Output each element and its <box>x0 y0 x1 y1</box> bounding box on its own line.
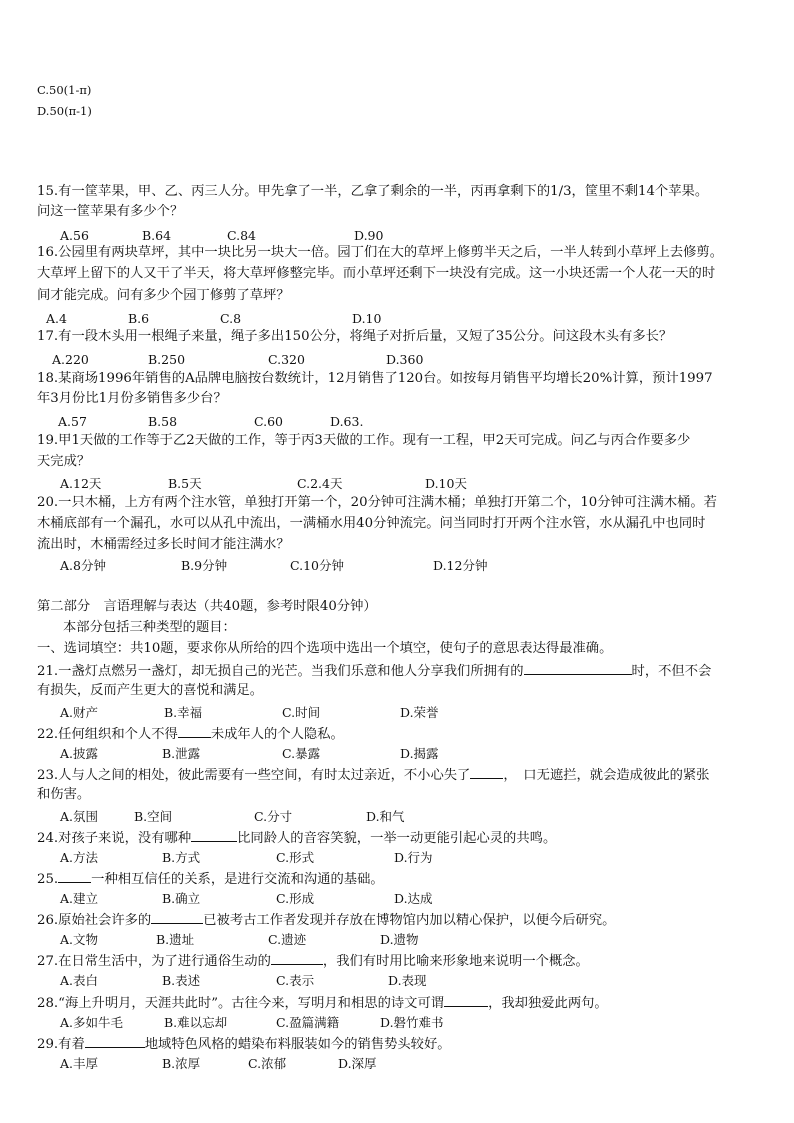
q20-option-a: A.8分钟 <box>60 558 106 573</box>
q26-option-a: A.文物 <box>60 932 99 947</box>
q27-blank <box>271 951 323 965</box>
q27-option-c: C.表示 <box>276 973 315 988</box>
q25-text-after: 一种相互信任的关系，是进行交流和沟通的基础。 <box>91 872 384 887</box>
q25-option-d: D.达成 <box>394 891 433 906</box>
question-15-line1: 15.有一筐苹果，甲、乙、丙三人分。甲先拿了一半，乙拿了剩余的一半，丙再拿剩下的1/3，筐里不剩14个苹果。 <box>37 184 709 199</box>
q23-text-before: 23.人与人之间的相处，彼此需要有一些空间，有时太过亲近，不小心失了 <box>37 768 471 783</box>
q29-option-d: D.深厚 <box>338 1056 377 1071</box>
question-21-line1 <box>37 661 711 681</box>
q20-option-d: D.12分钟 <box>433 558 488 573</box>
q28-option-a: A.多如牛毛 <box>60 1015 124 1030</box>
q24-text-before: 24.对孩子来说，没有哪种 <box>37 831 192 846</box>
q22-option-c: C.暴露 <box>282 746 321 761</box>
q26-text-after: 已被考古工作者发现并存放在博物馆内加以精心保护，以便今后研究。 <box>203 913 616 928</box>
question-16-line2: 大草坪上留下的人又干了半天，将大草坪修整完毕。而小草坪还剩下一块没有完成。这一小块还需一个人花一天的时 <box>37 266 716 281</box>
q18-option-d: D.63. <box>330 414 364 429</box>
q21-option-c: C.时间 <box>282 705 321 720</box>
question-28-line1 <box>37 993 608 1013</box>
q25-option-c: C.形成 <box>276 891 315 906</box>
q23-option-c: C.分寸 <box>254 809 293 824</box>
section1-instructions: 一、选词填空：共10题，要求你从所给的四个选项中选出一个填空，使句子的意思表达得最准确。 <box>37 641 613 656</box>
q25-option-b: B.确立 <box>162 891 201 906</box>
q15-option-c: C.84 <box>227 228 256 243</box>
q29-option-c: C.浓郁 <box>248 1056 287 1071</box>
q23-option-d: D.和气 <box>366 809 405 824</box>
q23-option-b: B.空间 <box>134 809 173 824</box>
q19-option-b: B.5天 <box>168 476 202 491</box>
q21-option-d: D.荣誉 <box>400 705 439 720</box>
question-25-line1 <box>37 869 384 889</box>
question-20-line1: 20.一只木桶，上方有两个注水管，单独打开第一个，20分钟可注满木桶；单独打开第二个，10分钟可注满木桶。若 <box>37 495 717 510</box>
q28-text-before: 28.“海上升明月，天涯共此时”。古往今来，写明月和相思的诗文可谓 <box>37 996 445 1011</box>
q27-option-a: A.表白 <box>60 973 99 988</box>
q28-option-c: C.盈篇满籍 <box>276 1015 340 1030</box>
q19-option-a: A.12天 <box>60 476 102 491</box>
q17-option-c: C.320 <box>268 352 305 367</box>
q24-option-a: A.方法 <box>60 850 99 865</box>
q25-blank <box>58 869 91 883</box>
q29-text-before: 29.有着 <box>37 1037 85 1052</box>
q25-text-before: 25. <box>37 872 59 887</box>
q22-text-after: 未成年人的个人隐私。 <box>210 727 344 742</box>
question-27-line1 <box>37 951 589 971</box>
q27-text-after: ，我们有时用比喻来形象地来说明一个概念。 <box>322 954 589 969</box>
q16-option-d: D.10 <box>352 311 382 326</box>
q22-text-before: 22.任何组织和个人不得 <box>37 727 178 742</box>
q25-option-a: A.建立 <box>60 891 99 906</box>
q20-option-c: C.10分钟 <box>290 558 344 573</box>
q26-blank <box>151 910 203 924</box>
q21-option-b: B.幸福 <box>164 705 203 720</box>
q18-option-b: B.58 <box>148 414 178 429</box>
q27-option-d: D.表现 <box>388 973 427 988</box>
q22-blank <box>178 724 211 738</box>
question-15-line2: 问这一筐苹果有多少个？ <box>37 204 184 219</box>
q24-blank <box>191 828 237 842</box>
question-22-line1 <box>37 724 344 744</box>
q15-option-a: A.56 <box>60 228 89 243</box>
question-20-line3: 流出时，木桶需经过多长时间才能注满水？ <box>37 537 290 552</box>
question-23-line2: 和伤害。 <box>37 787 91 802</box>
q19-option-c: C.2.4天 <box>297 476 343 491</box>
q20-option-b: B.9分钟 <box>181 558 228 573</box>
q29-option-a: A.丰厚 <box>60 1056 99 1071</box>
q23-text-after: ， 口无遮拦，就会造成彼此的紧张 <box>503 768 710 783</box>
q24-option-d: D.行为 <box>394 850 433 865</box>
q16-option-a: A.4 <box>46 311 67 326</box>
q16-option-b: B.6 <box>128 311 150 326</box>
q24-text-after: 比同龄人的音容笑貌，一举一动更能引起心灵的共鸣。 <box>237 831 557 846</box>
q22-option-b: B.泄露 <box>162 746 201 761</box>
q18-option-a: A.57 <box>58 414 87 429</box>
q15-option-d: D.90 <box>354 228 384 243</box>
q26-text-before: 26.原始社会许多的 <box>37 913 152 928</box>
q28-option-b: B.难以忘却 <box>164 1015 228 1030</box>
q26-option-b: B.遗址 <box>156 932 195 947</box>
q28-option-d: D.磐竹难书 <box>380 1015 444 1030</box>
q15-option-b: B.64 <box>142 228 172 243</box>
question-20-line2: 木桶底部有一个漏孔，水可以从孔中流出，一满桶水用40分钟流完。问当同时打开两个注水管，水从漏孔中也同时 <box>37 516 706 531</box>
option-d-prev: D.50(π-1) <box>37 104 92 118</box>
q26-option-d: D.遗物 <box>380 932 419 947</box>
q21-blank <box>524 661 632 675</box>
question-19-line1: 19.甲1天做的工作等于乙2天做的工作，等于丙3天做的工作。现有一工程，甲2天可完成。问乙与丙合作要多少 <box>37 433 691 448</box>
q22-option-a: A.披露 <box>60 746 99 761</box>
q24-option-c: C.形式 <box>276 850 315 865</box>
q21-text-before: 21.一盏灯点燃另一盏灯，却无损自己的光芒。当我们乐意和他人分享我们所拥有的 <box>37 664 524 679</box>
q27-text-before: 27.在日常生活中，为了进行通俗生动的 <box>37 954 271 969</box>
q23-option-a: A.氛围 <box>60 809 99 824</box>
question-17-line1: 17.有一段木头用一根绳子来量，绳子多出150公分，将绳子对折后量，又短了35公分。问这段木头有多长？ <box>37 329 673 344</box>
q29-text-after: 地域特色风格的蜡染布料服装如今的销售势头较好。 <box>144 1037 451 1052</box>
q23-blank <box>470 765 503 779</box>
question-23-line1 <box>37 765 709 785</box>
q28-text-after: ，我却独爱此两句。 <box>488 996 608 1011</box>
question-19-line2: 天完成？ <box>37 454 91 469</box>
question-18-line1: 18.某商场1996年销售的A品牌电脑按台数统计，12月销售了120台。如按每月销售平均增长20%计算，预计1997 <box>37 371 713 386</box>
question-29-line1 <box>37 1034 451 1054</box>
question-21-line2: 有损失，反而产生更大的喜悦和满足。 <box>37 683 264 698</box>
question-18-line2: 年3月份比1月份多销售多少台？ <box>37 391 227 406</box>
q18-option-c: C.60 <box>254 414 283 429</box>
q17-option-b: B.250 <box>148 352 186 367</box>
q17-option-d: D.360 <box>386 352 424 367</box>
q21-option-a: A.财产 <box>60 705 99 720</box>
q19-option-d: D.10天 <box>425 476 467 491</box>
q21-text-after: 时，不但不会 <box>631 664 712 679</box>
part2-intro: 本部分包括三种类型的题目： <box>63 620 236 635</box>
option-c-prev: C.50(1-π) <box>37 83 92 97</box>
part2-title: 第二部分 言语理解与表达（共40题，参考时限40分钟） <box>37 599 377 614</box>
q27-option-b: B.表述 <box>162 973 201 988</box>
question-16-line3: 间才能完成。问有多少个园丁修剪了草坪？ <box>37 288 290 303</box>
q29-option-b: B.浓厚 <box>162 1056 201 1071</box>
q17-option-a: A.220 <box>52 352 89 367</box>
question-24-line1 <box>37 828 556 848</box>
question-16-line1: 16.公园里有两块草坪，其中一块比另一块大一倍。园丁们在大的草坪上修剪半天之后，一半人转到小草坪上去修剪。 <box>37 245 723 260</box>
q29-blank <box>85 1034 145 1048</box>
q16-option-c: C.8 <box>220 311 242 326</box>
q22-option-d: D.揭露 <box>400 746 439 761</box>
question-26-line1 <box>37 910 615 930</box>
q24-option-b: B.方式 <box>162 850 201 865</box>
q28-blank <box>444 993 488 1007</box>
q26-option-c: C.遗迹 <box>268 932 307 947</box>
